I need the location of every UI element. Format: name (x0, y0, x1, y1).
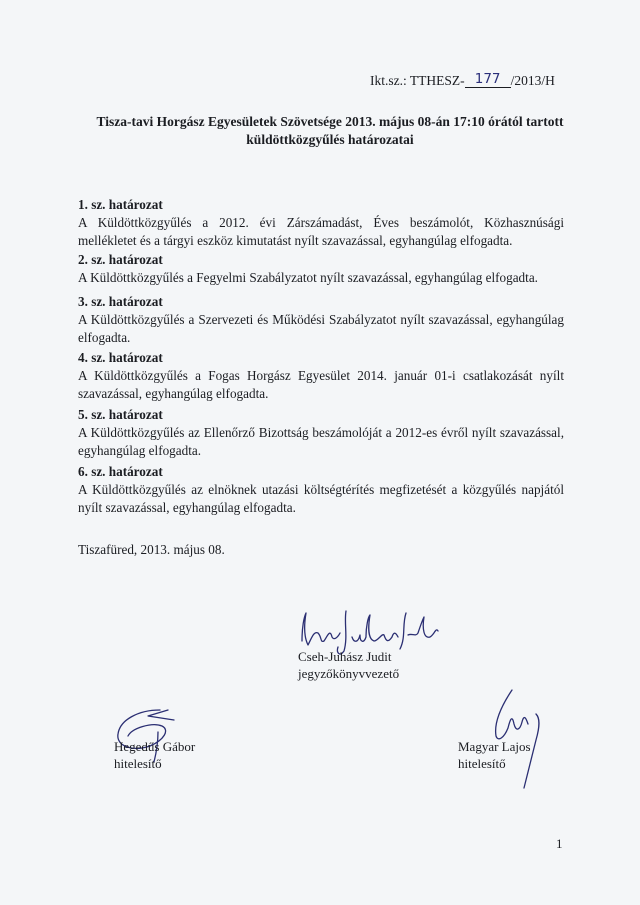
reference-prefix: Ikt.sz.: TTHESZ- (370, 73, 465, 88)
resolution-heading: 5. sz. határozat (78, 407, 163, 422)
resolution-text: A Küldöttközgyűlés az Ellenőrző Bizottság beszámolóját a 2012-es évről nyílt szavazással, egyhangúlag elfogadta. (78, 425, 564, 458)
resolution-1 (78, 196, 564, 250)
recorder-block (298, 648, 399, 682)
document-title (60, 113, 600, 149)
place-and-date: Tiszafüred, 2013. május 08. (78, 542, 225, 557)
left-verifier-block (114, 738, 195, 772)
resolution-heading: 3. sz. határozat (78, 294, 163, 309)
title-line-1: Tisza-tavi Horgász Egyesületek Szövetsége 2013. május 08-án 17:10 órától tartott (96, 114, 564, 129)
resolution-5 (78, 406, 564, 460)
resolution-heading: 1. sz. határozat (78, 197, 163, 212)
recorder-role: jegyzőkönyvvezető (298, 666, 400, 681)
resolution-4 (78, 349, 564, 403)
resolution-text: A Küldöttközgyűlés az elnöknek utazási költségtérítés megfizetését a közgyűlés napjától nyílt szavazással, egyhangúlag elfogadta. (78, 482, 564, 515)
reference-handwritten-number: 177 (465, 71, 511, 88)
reference-suffix: /2013/H (510, 73, 555, 88)
resolution-heading: 4. sz. határozat (78, 350, 163, 365)
right-verifier-name: Magyar Lajos (458, 739, 531, 754)
left-verifier-name: Hegedűs Gábor (114, 739, 196, 754)
resolution-3 (78, 293, 564, 347)
page-number: 1 (556, 836, 563, 851)
right-verifier-role: hitelesítő (458, 756, 506, 771)
resolution-heading: 2. sz. határozat (78, 252, 163, 267)
resolution-text: A Küldöttközgyűlés a Fogas Horgász Egyesület 2014. január 01-i csatlakozását nyílt szavazással, egyhangúlag elfogadta. (78, 368, 564, 401)
resolution-text: A Küldöttközgyűlés a Fegyelmi Szabályzatot nyílt szavazással, egyhangúlag elfogadta. (78, 270, 538, 285)
left-verifier-role: hitelesítő (114, 756, 162, 771)
resolution-2 (78, 251, 564, 287)
right-verifier-block (458, 738, 531, 772)
reference-number (370, 73, 555, 90)
resolution-6 (78, 463, 564, 517)
recorder-name: Cseh-Juhász Judit (298, 649, 392, 664)
resolution-text: A Küldöttközgyűlés a Szervezeti és Működési Szabályzatot nyílt szavazással, egyhangúlag elfogadta. (78, 312, 564, 345)
title-line-2: küldöttközgyűlés határozatai (246, 132, 414, 147)
resolution-heading: 6. sz. határozat (78, 464, 163, 479)
resolution-text: A Küldöttközgyűlés a 2012. évi Zárszámadást, Éves beszámolót, Közhasznúsági mellékletet és a tárgyi eszköz kimutatást nyílt szavazással, egyhangúlag elfogadta. (78, 215, 564, 248)
